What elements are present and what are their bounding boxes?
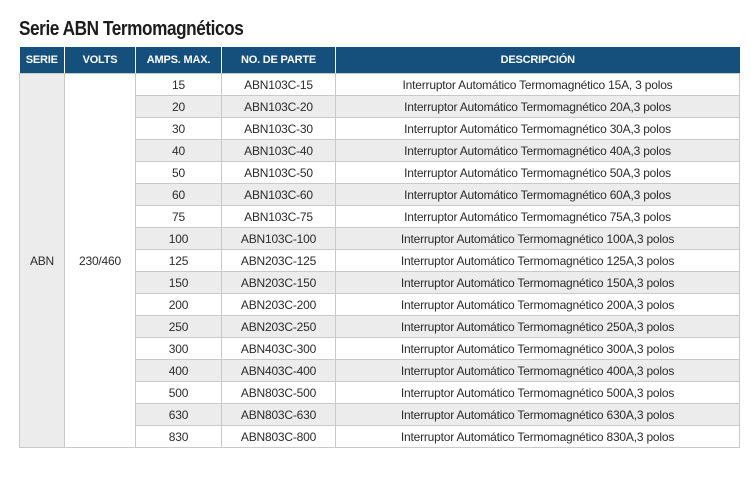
table-body (20, 74, 740, 448)
product-table (19, 47, 740, 448)
header-serie: SERIE (20, 47, 65, 74)
description-cell: Interruptor Automático Termomagnético 20A,3 polos (336, 96, 740, 118)
header-description: DESCRIPCIÓN (336, 47, 740, 74)
description-cell: Interruptor Automático Termomagnético 250A,3 polos (336, 316, 740, 338)
description-cell: Interruptor Automático Termomagnético 15A, 3 polos (336, 74, 740, 96)
description-cell: Interruptor Automático Termomagnético 500A,3 polos (336, 382, 740, 404)
description-cell: Interruptor Automático Termomagnético 150A,3 polos (336, 272, 740, 294)
part-number-cell: ABN203C-150 (222, 272, 336, 294)
part-number-cell: ABN203C-200 (222, 294, 336, 316)
part-number-cell: ABN203C-125 (222, 250, 336, 272)
part-number-cell: ABN103C-50 (222, 162, 336, 184)
part-number-cell: ABN103C-100 (222, 228, 336, 250)
description-cell: Interruptor Automático Termomagnético 30A,3 polos (336, 118, 740, 140)
description-cell: Interruptor Automático Termomagnético 830A,3 polos (336, 426, 740, 448)
amps-cell: 50 (136, 162, 222, 184)
part-number-cell: ABN103C-75 (222, 206, 336, 228)
description-cell: Interruptor Automático Termomagnético 400A,3 polos (336, 360, 740, 382)
part-number-cell: ABN103C-40 (222, 140, 336, 162)
amps-cell: 40 (136, 140, 222, 162)
part-number-cell: ABN103C-15 (222, 74, 336, 96)
description-cell: Interruptor Automático Termomagnético 125A,3 polos (336, 250, 740, 272)
amps-cell: 60 (136, 184, 222, 206)
description-cell: Interruptor Automático Termomagnético 75A,3 polos (336, 206, 740, 228)
amps-cell: 830 (136, 426, 222, 448)
header-volts: VOLTS (65, 47, 136, 74)
description-cell: Interruptor Automático Termomagnético 100A,3 polos (336, 228, 740, 250)
amps-cell: 400 (136, 360, 222, 382)
part-number-cell: ABN403C-300 (222, 338, 336, 360)
volts-cell: 230/460 (65, 74, 136, 448)
description-cell: Interruptor Automático Termomagnético 200A,3 polos (336, 294, 740, 316)
amps-cell: 20 (136, 96, 222, 118)
description-cell: Interruptor Automático Termomagnético 630A,3 polos (336, 404, 740, 426)
amps-cell: 630 (136, 404, 222, 426)
description-cell: Interruptor Automático Termomagnético 50A,3 polos (336, 162, 740, 184)
amps-cell: 250 (136, 316, 222, 338)
amps-cell: 75 (136, 206, 222, 228)
page-title: Serie ABN Termomagnéticos (19, 18, 244, 40)
part-number-cell: ABN403C-400 (222, 360, 336, 382)
amps-cell: 200 (136, 294, 222, 316)
amps-cell: 15 (136, 74, 222, 96)
description-cell: Interruptor Automático Termomagnético 300A,3 polos (336, 338, 740, 360)
part-number-cell: ABN103C-60 (222, 184, 336, 206)
part-number-cell: ABN103C-30 (222, 118, 336, 140)
description-cell: Interruptor Automático Termomagnético 40A,3 polos (336, 140, 740, 162)
header-part-number: NO. DE PARTE (222, 47, 336, 74)
amps-cell: 30 (136, 118, 222, 140)
amps-cell: 125 (136, 250, 222, 272)
amps-cell: 500 (136, 382, 222, 404)
part-number-cell: ABN203C-250 (222, 316, 336, 338)
header-row (20, 47, 740, 74)
part-number-cell: ABN803C-500 (222, 382, 336, 404)
amps-cell: 150 (136, 272, 222, 294)
part-number-cell: ABN803C-630 (222, 404, 336, 426)
amps-cell: 300 (136, 338, 222, 360)
part-number-cell: ABN803C-800 (222, 426, 336, 448)
amps-cell: 100 (136, 228, 222, 250)
header-amps: AMPS. MAX. (136, 47, 222, 74)
table-row (20, 74, 740, 96)
description-cell: Interruptor Automático Termomagnético 60A,3 polos (336, 184, 740, 206)
part-number-cell: ABN103C-20 (222, 96, 336, 118)
serie-cell: ABN (20, 74, 65, 448)
